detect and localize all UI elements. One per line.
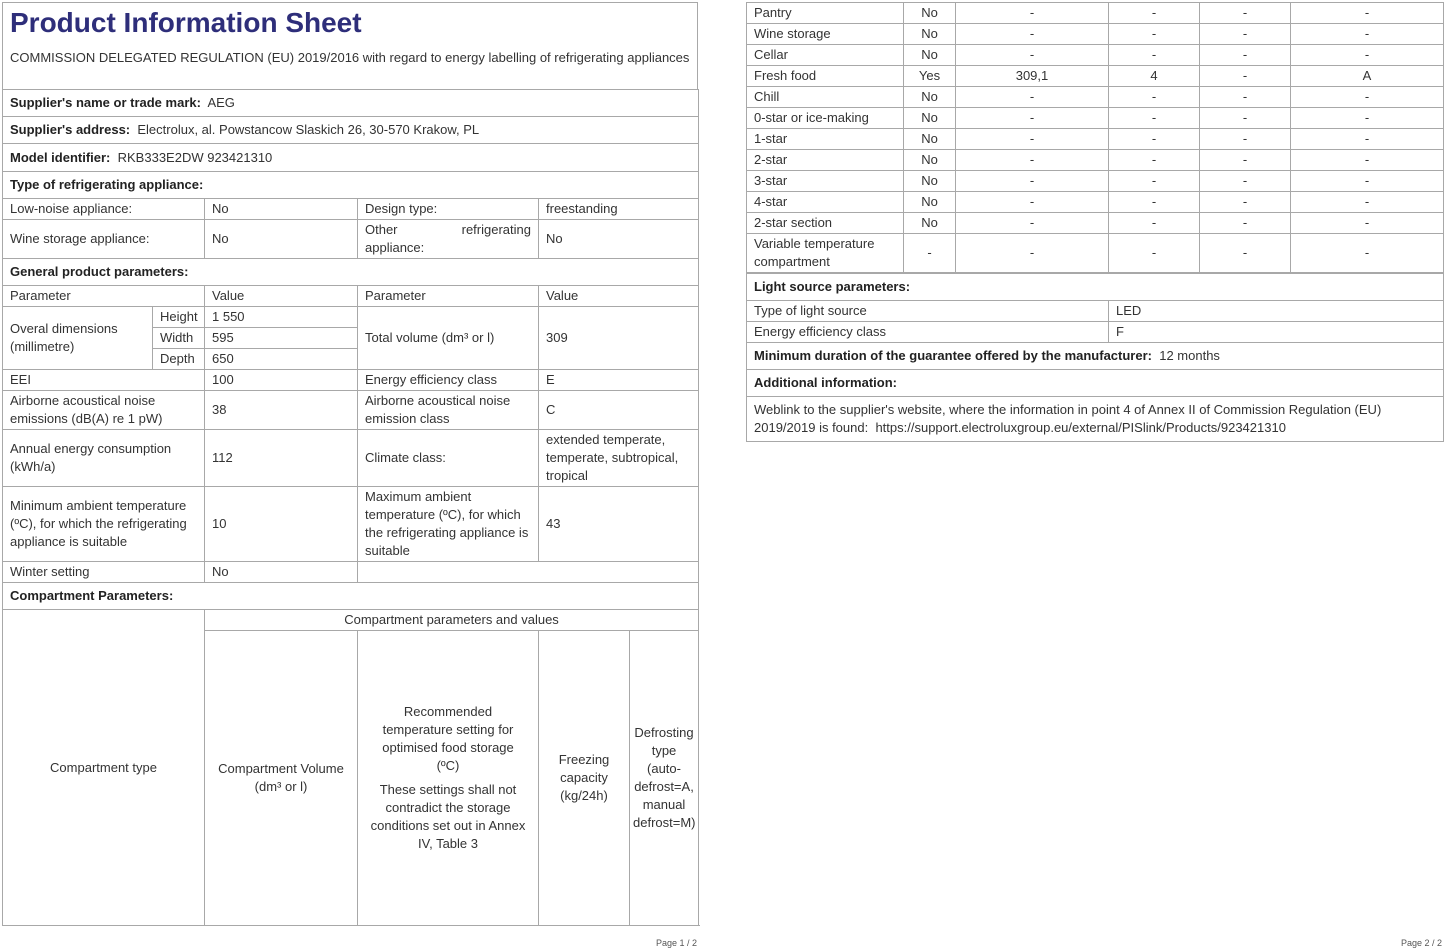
recommended-temp-title: Recommended temperature setting for optimised food storage (ºC)	[382, 704, 514, 773]
regulation-subtitle: COMMISSION DELEGATED REGULATION (EU) 2019/2016 with regard to energy labelling of refrigerating appliances	[10, 50, 690, 65]
light-type-value: LED	[1109, 301, 1444, 322]
address-value: Electrolux, al. Powstancow Slaskich 26, 30-570 Krakow, PL	[137, 122, 480, 137]
compartment-defrost: -	[1291, 24, 1444, 45]
low-noise-value: No	[205, 199, 358, 220]
compartment-freezing: -	[1200, 66, 1291, 87]
compartment-defrost: -	[1291, 87, 1444, 108]
low-noise-label: Low-noise appliance:	[3, 199, 205, 220]
eei-label: EEI	[3, 370, 205, 391]
compartment-volume: 309,1	[956, 66, 1109, 87]
compartment-freezing: -	[1200, 24, 1291, 45]
recommended-temp-header	[358, 631, 539, 926]
compartment-defrost: -	[1291, 45, 1444, 66]
height-value: 1 550	[205, 307, 358, 328]
weblink-url[interactable]: https://support.electroluxgroup.eu/external/PISlink/Products/923421310	[875, 420, 1286, 435]
compartment-volume: -	[956, 234, 1109, 273]
width-value: 595	[205, 328, 358, 349]
compartment-temp: 4	[1109, 66, 1200, 87]
dimensions-label: Overal dimensions (millimetre)	[3, 307, 153, 370]
compartment-temp: -	[1109, 87, 1200, 108]
compartment-row	[747, 129, 1444, 150]
compartment-row	[747, 87, 1444, 108]
freezing-capacity-header: Freezing capacity (kg/24h)	[539, 631, 630, 926]
address-row: Supplier's address: Electrolux, al. Powstancow Slaskich 26, 30-570 Krakow, PL	[3, 117, 699, 144]
compartment-name: Fresh food	[747, 66, 904, 87]
compartment-present: No	[904, 24, 956, 45]
compartment-freezing: -	[1200, 3, 1291, 24]
recommended-temp-note: These settings shall not contradict the storage conditions set out in Annex IV, Table 3	[370, 782, 526, 851]
compartment-freezing: -	[1200, 192, 1291, 213]
min-temp-label: Minimum ambient temperature (ºC), for which the refrigerating appliance is suitable	[3, 487, 205, 562]
compartment-name: 1-star	[747, 129, 904, 150]
parameter-header: Parameter	[3, 286, 205, 307]
noise-emission-label: Airborne acoustical noise emissions (dB(A) re 1 pW)	[3, 391, 205, 430]
compartment-name: Cellar	[747, 45, 904, 66]
value-header-2: Value	[539, 286, 699, 307]
guarantee-row: Minimum duration of the guarantee offered by the manufacturer: 12 months	[747, 343, 1444, 370]
page-2	[746, 2, 1443, 442]
compartment-freezing: -	[1200, 87, 1291, 108]
light-energy-class-value: F	[1109, 322, 1444, 343]
compartment-freezing: -	[1200, 150, 1291, 171]
compartment-defrost: -	[1291, 171, 1444, 192]
winter-setting-label: Winter setting	[3, 562, 205, 583]
weblink-text: Weblink to the supplier's website, where the information in point 4 of Annex II of Commission Regulation (EU) 2019/2019 is found:	[754, 402, 1382, 435]
model-row: Model identifier: RKB333E2DW 923421310	[3, 144, 699, 172]
compartment-row	[747, 192, 1444, 213]
compartment-row	[747, 66, 1444, 87]
annual-energy-label: Annual energy consumption (kWh/a)	[3, 430, 205, 487]
eei-value: 100	[205, 370, 358, 391]
compartment-defrost: -	[1291, 108, 1444, 129]
compartment-name: 2-star section	[747, 213, 904, 234]
compartment-row	[747, 171, 1444, 192]
annual-energy-value: 112	[205, 430, 358, 487]
compartment-section-heading: Compartment Parameters:	[3, 583, 699, 610]
noise-class-value: C	[539, 391, 699, 430]
compartment-present: No	[904, 192, 956, 213]
page-1-footer: Page 1 / 2	[656, 938, 698, 948]
compartment-freezing: -	[1200, 234, 1291, 273]
compartment-volume-header: Compartment Volume (dm³ or l)	[205, 631, 358, 926]
compartment-present: No	[904, 129, 956, 150]
compartment-freezing: -	[1200, 213, 1291, 234]
compartment-temp: -	[1109, 192, 1200, 213]
compartment-volume: -	[956, 108, 1109, 129]
compartment-row	[747, 108, 1444, 129]
compartment-type-header: Compartment type	[3, 610, 205, 926]
compartment-present: No	[904, 108, 956, 129]
compartment-name: Chill	[747, 87, 904, 108]
compartment-present: No	[904, 45, 956, 66]
compartment-row	[747, 24, 1444, 45]
light-type-label: Type of light source	[747, 301, 1109, 322]
max-temp-value: 43	[539, 487, 699, 562]
additional-info-heading: Additional information:	[747, 370, 1444, 397]
compartment-volume: -	[956, 192, 1109, 213]
noise-emission-value: 38	[205, 391, 358, 430]
compartment-present: No	[904, 150, 956, 171]
compartment-name: 2-star	[747, 150, 904, 171]
depth-value: 650	[205, 349, 358, 370]
compartment-name: Variable temperature compartment	[747, 234, 904, 273]
min-temp-value: 10	[205, 487, 358, 562]
compartment-present: No	[904, 3, 956, 24]
wine-storage-value: No	[205, 220, 358, 259]
compartment-temp: -	[1109, 45, 1200, 66]
compartment-defrost: -	[1291, 213, 1444, 234]
compartment-freezing: -	[1200, 45, 1291, 66]
compartment-values-header: Compartment parameters and values	[205, 610, 699, 631]
compartment-present: -	[904, 234, 956, 273]
page-title: Product Information Sheet	[10, 7, 362, 38]
compartment-row	[747, 150, 1444, 171]
compartment-present: No	[904, 213, 956, 234]
compartment-volume: -	[956, 171, 1109, 192]
compartment-temp: -	[1109, 213, 1200, 234]
total-volume-label: Total volume (dm³ or l)	[358, 307, 539, 370]
sheet-header	[2, 2, 698, 89]
compartments-table	[746, 2, 1444, 273]
climate-class-value: extended temperate, temperate, subtropical, tropical	[539, 430, 699, 487]
compartment-volume: -	[956, 24, 1109, 45]
compartment-defrost: A	[1291, 66, 1444, 87]
supplier-value: AEG	[207, 95, 235, 110]
compartment-freezing: -	[1200, 171, 1291, 192]
climate-class-label: Climate class:	[358, 430, 539, 487]
defrosting-type-header: Defrosting type (auto-defrost=A, manual defrost=M)	[630, 631, 699, 926]
compartment-volume: -	[956, 3, 1109, 24]
max-temp-label: Maximum ambient temperature (ºC), for which the refrigerating appliance is suitable	[358, 487, 539, 562]
design-type-value: freestanding	[539, 199, 699, 220]
compartment-volume: -	[956, 150, 1109, 171]
compartment-defrost: -	[1291, 192, 1444, 213]
value-header: Value	[205, 286, 358, 307]
type-section-heading: Type of refrigerating appliance:	[3, 172, 699, 199]
supplier-row: Supplier's name or trade mark: AEG	[3, 90, 699, 117]
weblink-row	[747, 397, 1444, 442]
compartment-defrost: -	[1291, 234, 1444, 273]
compartment-row	[747, 234, 1444, 273]
compartment-defrost: -	[1291, 3, 1444, 24]
compartment-defrost: -	[1291, 129, 1444, 150]
general-section-heading: General product parameters:	[3, 259, 699, 286]
depth-label: Depth	[153, 349, 205, 370]
model-value: RKB333E2DW 923421310	[117, 149, 273, 165]
compartment-temp: -	[1109, 24, 1200, 45]
wine-storage-label: Wine storage appliance:	[3, 220, 205, 259]
compartment-row	[747, 213, 1444, 234]
light-section-heading: Light source parameters:	[747, 274, 1444, 301]
product-info-table	[2, 89, 699, 926]
page-1	[2, 2, 698, 926]
other-refrigerating-value: No	[539, 220, 699, 259]
compartment-defrost: -	[1291, 150, 1444, 171]
compartment-volume: -	[956, 129, 1109, 150]
other-refrigerating-label: Other refrigerating appliance:	[358, 220, 539, 259]
compartment-name: 3-star	[747, 171, 904, 192]
energy-class-label: Energy efficiency class	[358, 370, 539, 391]
noise-class-label: Airborne acoustical noise emission class	[358, 391, 539, 430]
height-label: Height	[153, 307, 205, 328]
compartment-name: Pantry	[747, 3, 904, 24]
compartment-row	[747, 3, 1444, 24]
compartment-temp: -	[1109, 108, 1200, 129]
compartment-row	[747, 45, 1444, 66]
design-type-label: Design type:	[358, 199, 539, 220]
winter-setting-value: No	[205, 562, 358, 583]
compartment-volume: -	[956, 45, 1109, 66]
compartment-temp: -	[1109, 150, 1200, 171]
compartment-name: 4-star	[747, 192, 904, 213]
compartment-temp: -	[1109, 129, 1200, 150]
compartment-volume: -	[956, 87, 1109, 108]
width-label: Width	[153, 328, 205, 349]
guarantee-value: 12 months	[1159, 348, 1220, 363]
compartment-present: No	[904, 87, 956, 108]
compartment-freezing: -	[1200, 129, 1291, 150]
compartment-present: No	[904, 171, 956, 192]
page-2-footer: Page 2 / 2	[1401, 938, 1443, 948]
compartment-temp: -	[1109, 3, 1200, 24]
compartment-temp: -	[1109, 234, 1200, 273]
compartment-volume: -	[956, 213, 1109, 234]
compartment-temp: -	[1109, 171, 1200, 192]
compartment-freezing: -	[1200, 108, 1291, 129]
light-source-table	[746, 273, 1444, 442]
light-energy-class-label: Energy efficiency class	[747, 322, 1109, 343]
compartment-name: 0-star or ice-making	[747, 108, 904, 129]
compartment-name: Wine storage	[747, 24, 904, 45]
compartment-present: Yes	[904, 66, 956, 87]
parameter-header-2: Parameter	[358, 286, 539, 307]
energy-class-value: E	[539, 370, 699, 391]
total-volume-value: 309	[539, 307, 699, 370]
